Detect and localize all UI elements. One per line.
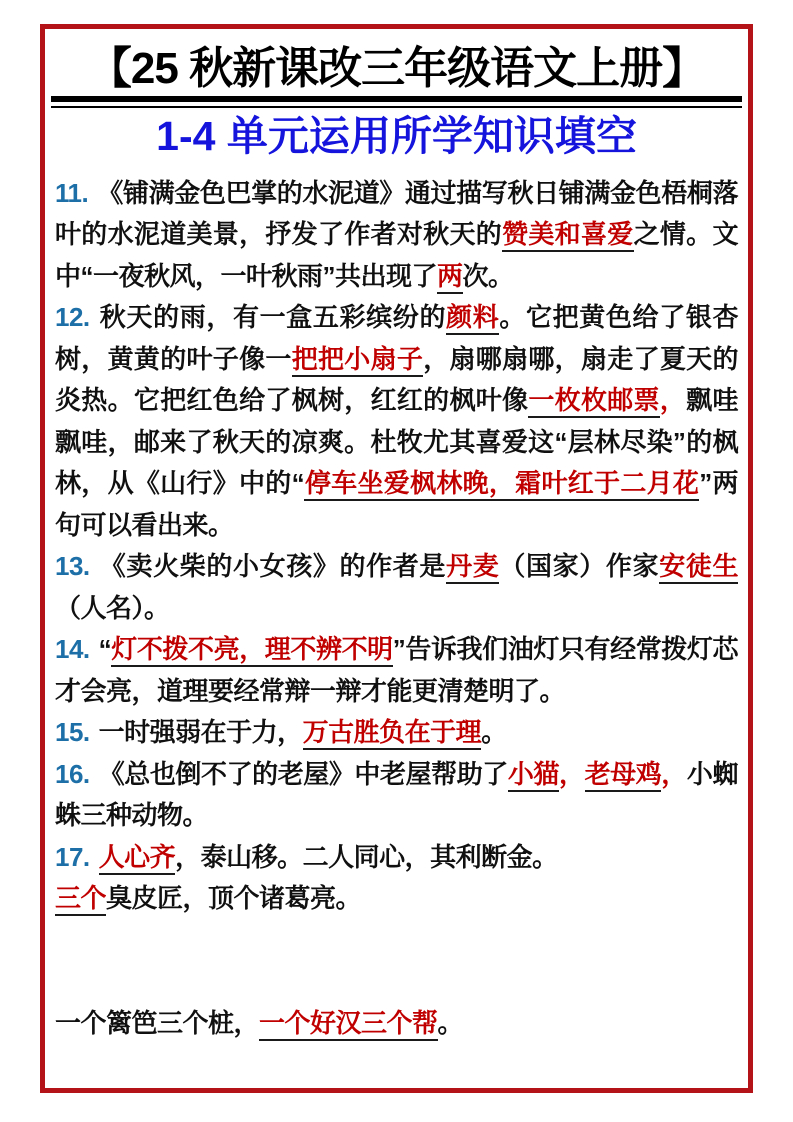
answer-blank: 小猫 <box>508 759 559 792</box>
item-text: ，泰山移。二人同心，其利断金。 <box>175 841 558 872</box>
answer-punctuation: ， <box>659 385 687 416</box>
item-text: 。 <box>481 717 507 748</box>
item-text: “ <box>98 634 112 665</box>
item-text: ”两句可以看出来。 <box>55 468 738 540</box>
worksheet-item <box>55 173 738 298</box>
item-number: 11. <box>55 177 89 208</box>
item-text: 《铺满金色巴掌的水泥道》通过描写秋日铺满金色梧桐落叶的水泥道美景，抒发了作者对秋天的 <box>55 177 738 250</box>
answer-blank: 安徒生 <box>659 551 738 584</box>
item-text: 小蜘蛛三种动物。 <box>55 758 738 831</box>
item-number: 15. <box>55 717 90 748</box>
page-title: 【25 秋新课改三年级语文上册】 <box>87 44 706 93</box>
page-subtitle: 1-4 单元运用所学知识填空 <box>156 112 637 159</box>
item-text: 一时强弱在于力， <box>98 717 303 748</box>
title-double-rule <box>51 96 742 108</box>
worksheet-item <box>55 754 738 837</box>
answer-blank: 停车坐爱枫林晚，霜叶红于二月花 <box>304 468 699 501</box>
item-text: 飘哇飘哇，邮来了秋天的凉爽。杜牧尤其喜爱这“层林尽染”的枫林，从《山行》中的“ <box>55 385 738 499</box>
item-text: 。它把黄色给了银杏树，黄黄的叶子像一 <box>55 302 738 374</box>
answer-blank: 一枚枚邮票 <box>528 385 660 418</box>
item-number: 12. <box>55 302 90 333</box>
item-text: （人名）。 <box>55 592 170 623</box>
item-text: 次。 <box>462 260 514 291</box>
answer-blank: 老母鸡 <box>585 759 662 792</box>
worksheet-item <box>55 837 738 879</box>
answer-blank: 两 <box>437 261 463 294</box>
answer-blank: 灯不拨不亮，理不辨不明 <box>111 634 393 667</box>
worksheet-body <box>51 173 742 1045</box>
answer-blank: 赞美和喜爱 <box>502 219 634 252</box>
worksheet-item <box>55 712 738 754</box>
answer-blank: 万古胜负在于理 <box>303 717 482 750</box>
item-number: 17. <box>55 841 90 872</box>
item-number: 14. <box>55 634 90 665</box>
answer-blank: 一个好汉三个帮 <box>259 1008 438 1041</box>
answer-blank: 丹麦 <box>446 551 499 584</box>
item-text: ”告诉我们油灯只有经常拨灯芯才会亮，道理要经常辩一辩才能更清楚明了。 <box>55 634 738 706</box>
worksheet-item <box>55 629 738 712</box>
item-number: 13. <box>55 551 90 582</box>
worksheet-item <box>55 546 738 629</box>
item-text: 《卖火柴的小女孩》的作者是 <box>98 551 447 582</box>
item-text: 臭皮匠，顶个诸葛亮。 <box>106 883 362 914</box>
item-text: 《总也倒不了的老屋》中老屋帮助了 <box>98 758 508 789</box>
worksheet-item <box>55 297 738 546</box>
item-text: ，扇哪扇哪，扇走了夏天的炎热。它把红色给了枫树，红红的枫叶像 <box>55 343 738 416</box>
item-text: 。 <box>437 1007 464 1038</box>
answer-punctuation: ， <box>661 758 687 789</box>
answer-blank: 把把小扇子 <box>292 344 424 377</box>
item-number: 16. <box>55 758 90 789</box>
item-text: 一个篱笆三个桩， <box>55 1007 260 1038</box>
worksheet-item <box>55 1003 738 1045</box>
item-text: 秋天的雨，有一盒五彩缤纷的 <box>98 302 447 333</box>
answer-blank: 颜料 <box>446 302 499 335</box>
answer-punctuation: ， <box>559 758 585 789</box>
answer-blank: 人心齐 <box>99 842 176 875</box>
item-text: 之情。文中“一夜秋风，一叶秋雨”共出现了 <box>55 219 738 291</box>
answer-blank: 三个 <box>55 883 106 916</box>
red-border-frame <box>40 24 753 1093</box>
item-text: （国家）作家 <box>499 551 660 582</box>
worksheet-item <box>55 878 738 920</box>
